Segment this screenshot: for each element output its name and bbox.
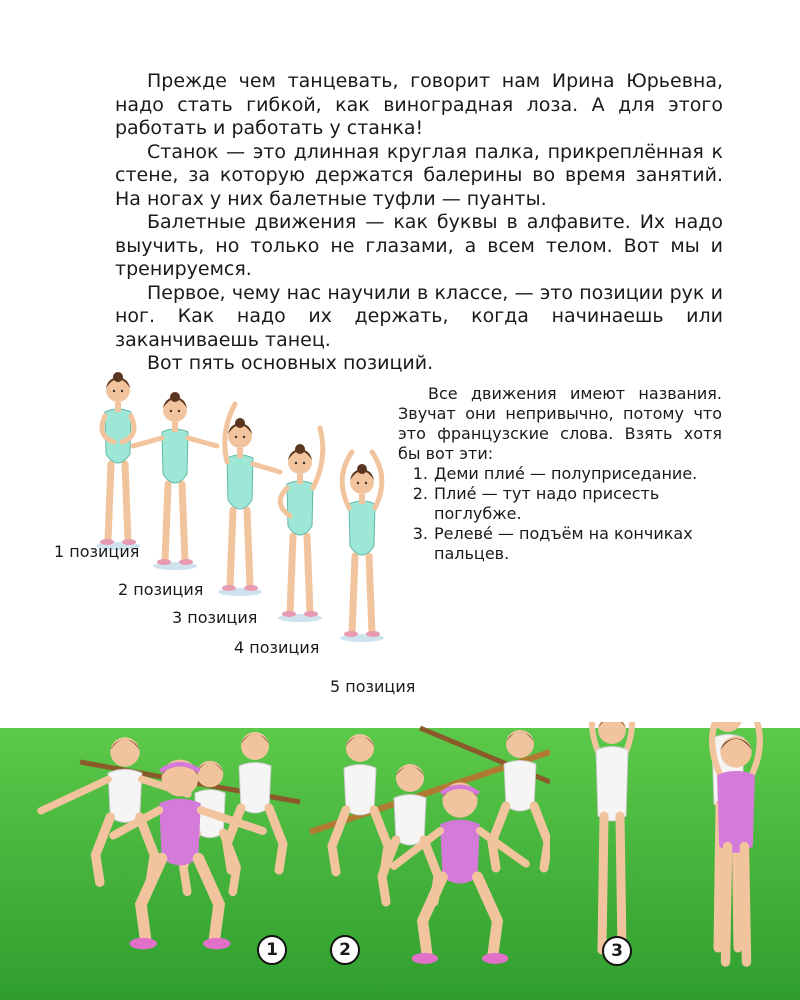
panel-3 [550,722,800,1000]
ballerina-1 [96,372,140,550]
ballerina-4 [278,428,323,622]
paragraph-3: Балетные движения — как буквы в алфавите. Их надо выучить, но только не глазами, а всем телом. Вот мы и тренируемся. [115,211,723,280]
position-label-3: 3 позиция [172,608,258,627]
paragraph-2: Станок — это длинная круглая палка, прикреплённая к стене, за которую держатся балерины во время занятий. На ногах у них балетные туфли — пуанты. [115,140,723,210]
panel-badge-2: 2 [330,935,360,965]
panel-badge-3: 3 [602,936,632,966]
panel-badge-1: 1 [257,935,287,965]
paragraph-1: Прежде чем танцевать, говорит нам Ирина Юрьевна, надо стать гибкой, как виноградная лоза. А для этого работать и работать у станка! [115,70,723,139]
paragraph-5: Вот пять основных позиций. [147,352,434,374]
list-item: 2. Плие́ — тут надо присесть поглубже. [412,484,660,523]
list-item: 3. Релеве́ — подъём на кончиках пальцев. [412,524,693,563]
position-label-2: 2 позиция [118,580,204,599]
main-text [115,70,723,376]
positions-illustration [80,372,410,672]
position-label-4: 4 позиция [234,638,320,657]
side-intro: Все движения имеют названия. Звучат они непривычно, потому что это французские слова. Взять хотя бы вот эти: [398,384,722,463]
practice-illustration-strip [0,722,800,1000]
list-item: 1. Деми плие́ — полуприседание. [412,464,698,483]
ballerina-5 [340,452,384,642]
panel-1 [0,728,302,1000]
ballerina-3 [218,404,280,596]
moves-list [398,464,722,564]
side-text [398,384,722,564]
paragraph-4: Первое, чему нас научили в классе, — это позиции рук и ног. Как надо их держать, когда начинаешь или заканчиваешь танец. [115,281,723,351]
position-label-5: 5 позиция [330,677,416,696]
ballerina-2 [133,392,217,570]
position-label-1: 1 позиция [54,542,140,561]
